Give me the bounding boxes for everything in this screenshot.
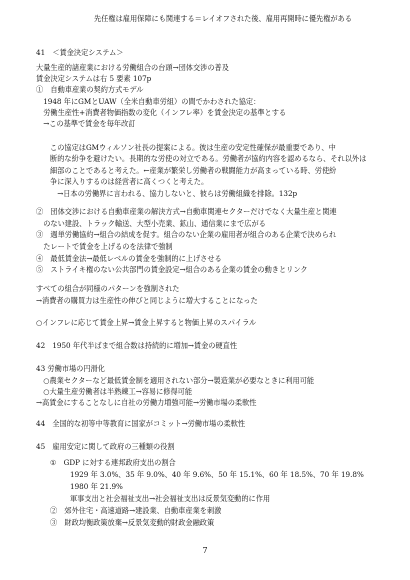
paragraph-line: ○インフレに応じて賃金上昇→賃金上昇すると物価上昇のスパイラル xyxy=(36,318,257,327)
paragraph-line: のない建設、トラック輸送、大型小売業、鉱山、通信業にまで広がる xyxy=(36,219,266,228)
paragraph-line: →消費者の購買力は生産性の伸びと同じように増大することになった xyxy=(36,296,258,305)
section-42-title: 42 1950 年代半ばまで組合数は持続的に増加→賃金の硬直性 xyxy=(36,341,238,350)
list-item-5: ⑤ ストライキ権のない公共部門の賃金設定→組合のある企業の賃金の動きとリンク xyxy=(36,265,308,274)
paragraph-line: 賃金決定システムは右 5 要素 107p xyxy=(36,74,152,83)
section-45-title: 45 雇用安定に関して政府の三種類の役割 xyxy=(36,442,175,451)
paragraph-line: たレートで賃金を上げるのを法律で強制 xyxy=(36,242,173,251)
paragraph-line: →日本の労働界に言われる、協力しないと、彼らは労働組織を排除。132p xyxy=(50,189,298,198)
list-item-2: ② 郊外住宅・高速道路→建設業、自動車産業を刺激 xyxy=(50,506,222,515)
list-item-1: ① GDP に対する連邦政府支出の割合 xyxy=(50,458,176,467)
paragraph-line: すべての組合が同様のパターンを強制された xyxy=(36,284,180,293)
paragraph-line: 1980 年 21.9% xyxy=(70,482,123,491)
paragraph-line: ○大量生産労働者は半熟練工→容易に修得可能 xyxy=(36,387,193,396)
page-number: 7 xyxy=(202,546,208,555)
list-item-3: ③ 財政均衡政策放棄→反景気変動的財政金融政策 xyxy=(50,518,215,527)
section-44-title: 44 全国的な初等中等教育に国家がコミット→労働市場の柔軟性 xyxy=(36,419,246,428)
list-item-3: ③ 週単労働協約→組合の結成を促す。組合のない企業の雇用者が組合のある企業で決められ xyxy=(36,230,337,239)
paragraph-line: 1929 年 3.0%、35 年 9.0%、40 年 9.6%、50 年 15.1%、60 年 18.5%、70 年 19.8% xyxy=(70,470,364,479)
paragraph-line: →この基準で賃金を毎年改訂 xyxy=(36,119,136,128)
header-note: 先任権は雇用保障にも関連する＝レイオフされた後、雇用再開時に優先権がある xyxy=(94,14,352,23)
paragraph-line: 大量生産的諸産業における労働組合の台頭→団体交渉の普及 xyxy=(36,63,229,72)
paragraph-line: 細部のことであると考えた。←産業が繁栄し労働者の戦闘能力が高まっている時、労使紛 xyxy=(50,166,337,175)
list-item-2: ② 団体交渉における自動車産業の解決方式→自動車関連セクターだけでなく大量生産と関連 xyxy=(36,207,337,216)
paragraph-line: 労働生産性+消費者物価指数の変化（インフレ率）を賃金決定の基準とする xyxy=(36,108,287,117)
paragraph-line: ○農業セクターなど最低賃金制を適用されない部分→製造業が必要なときに利用可能 xyxy=(36,376,315,385)
paragraph-line: 争に深入りするのは経営者に高くつくと考えた。 xyxy=(50,177,209,186)
paragraph-line: 軍事支出と社会福祉支出→社会福祉支出は反景気変動的に作用 xyxy=(70,494,271,503)
paragraph-line: →高賃金にすることなしに自社の労働力増強可能→労働市場の柔軟性 xyxy=(36,398,257,407)
list-item-4: ④ 最低賃金法→最低レベルの賃金を強制的に上げさせる xyxy=(36,254,222,263)
paragraph-line: この協定はGMウィルソン社長の提案による。彼は生産の安定性確保が最重要であり、中 xyxy=(50,143,336,152)
section-43-title: 43 労働市場の円滑化 xyxy=(36,364,105,373)
section-41-title: 41 ＜賃金決定システム＞ xyxy=(36,48,124,57)
list-item-1: ① 自動車産業の契約方式モデル xyxy=(36,85,144,94)
paragraph-line: 1948 年にGMとUAW（全米自動車労組）の間でかわされた協定： xyxy=(36,97,261,106)
paragraph-line: 断的な紛争を避けたい。長期的な労使の対立である。労働者が協約内容を認めるなら、それ以外は xyxy=(50,154,367,163)
